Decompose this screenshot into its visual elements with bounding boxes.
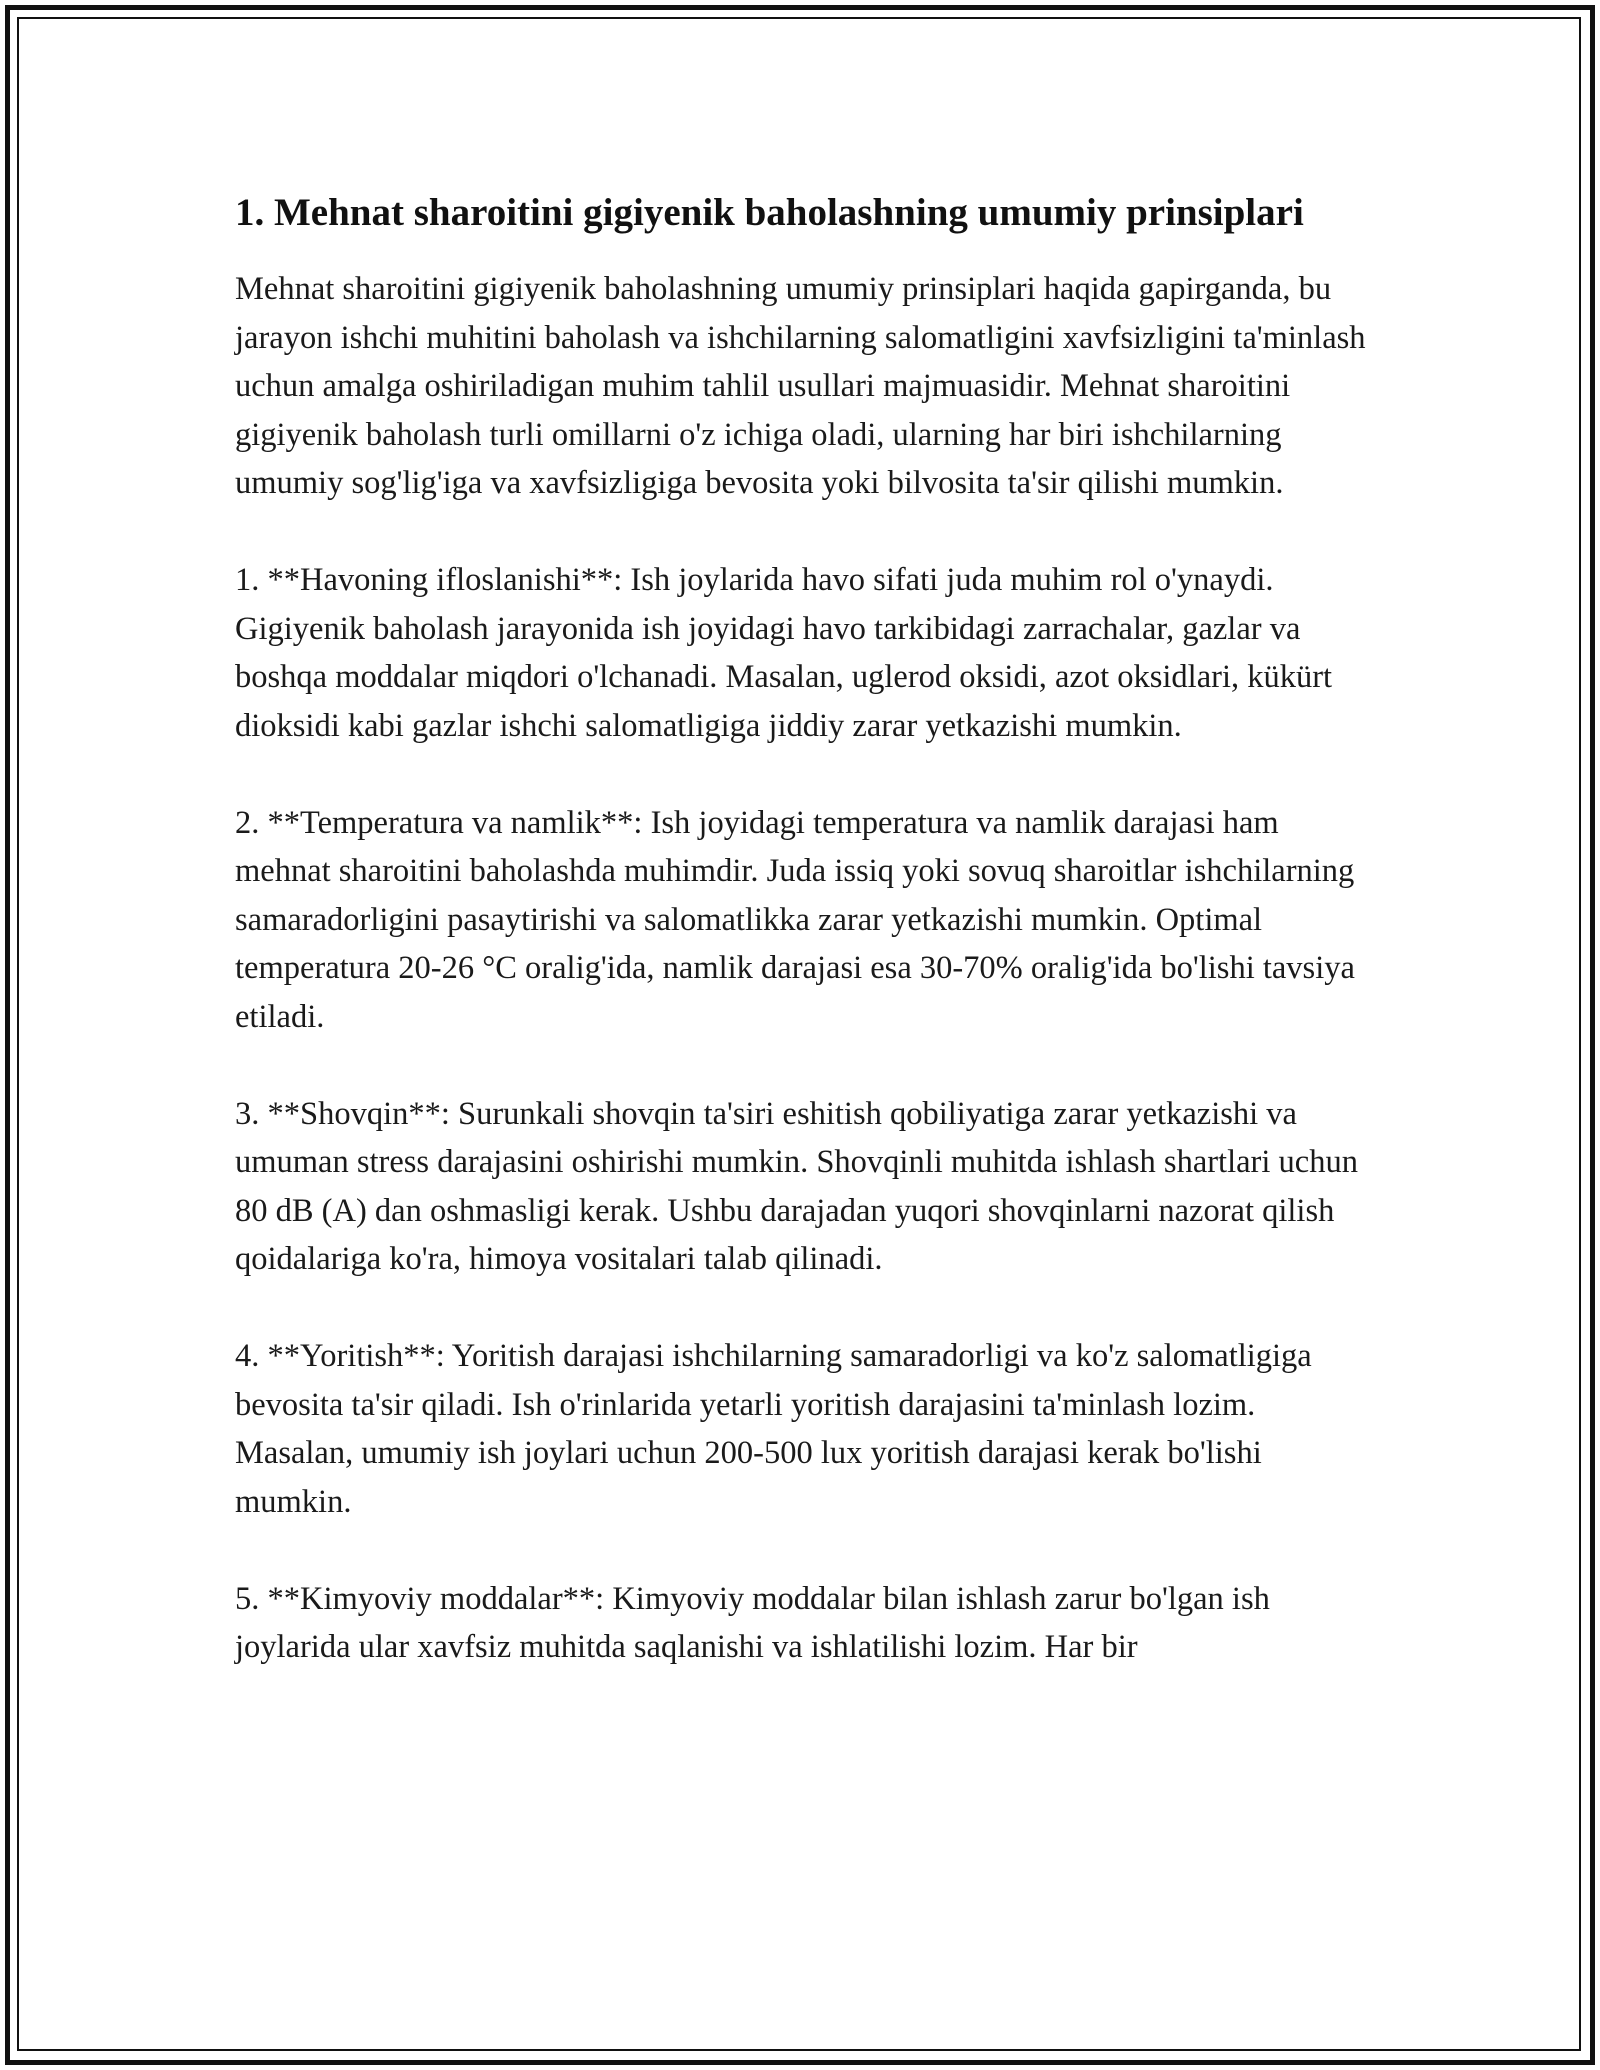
- list-item-air-pollution: 1. **Havoning ifloslanishi**: Ish joylarida havo sifati juda muhim rol o'ynaydi. Gigiyenik baholash jarayonida ish joyidagi havo tarkibidagi zarrachalar, gazlar va boshqa moddalar miqdori o'lchanadi. Masalan, uglerod oksidi, azot oksidlari, kükürt dioksidi kabi gazlar ishchi salomatligiga jiddiy zarar yetkazishi mumkin.: [235, 562, 1333, 744]
- page-title: 1. Mehnat sharoitini gigiyenik baholashning umumiy prinsiplari: [235, 191, 1304, 234]
- document-body: [235, 185, 1375, 1720]
- list-item-noise: 3. **Shovqin**: Surunkali shovqin ta'siri eshitish qobiliyatiga zarar yetkazishi va umuman stress darajasini oshirishi mumkin. Shovqinli muhitda ishlash shartlari uchun 80 dB (A) dan oshmasligi kerak. Ushbu darajadan yuqori shovqinlarni nazorat qilish qoidalariga ko'ra, himoya vositalari talab qilinadi.: [235, 1095, 1358, 1277]
- intro-paragraph: Mehnat sharoitini gigiyenik baholashning umumiy prinsiplari haqida gapirganda, bu jarayon ishchi muhitini baholash va ishchilarning salomatligini xavfsizligini ta'minlash uchun amalga oshiriladigan muhim tahlil usullari majmuasidir. Mehnat sharoitini gigiyenik baholash turli omillarni o'z ichiga oladi, ularning har biri ishchilarning umumiy sog'lig'iga va xavfsizligiga bevosita yoki bilvosita ta'sir qilishi mumkin.: [235, 271, 1366, 501]
- list-item-chemicals: 5. **Kimyoviy moddalar**: Kimyoviy moddalar bilan ishlash zarur bo'lgan ish joylarida ular xavfsiz muhitda saqlanishi va ishlatilishi lozim. Har bir: [235, 1580, 1270, 1665]
- list-item-lighting: 4. **Yoritish**: Yoritish darajasi ishchilarning samaradorligi va ko'z salomatligiga bevosita ta'sir qiladi. Ish o'rinlarida yetarli yoritish darajasini ta'minlash lozim. Masalan, umumiy ish joylari uchun 200-500 lux yoritish darajasi kerak bo'lishi mumkin.: [235, 1338, 1312, 1520]
- list-item-temperature-humidity: 2. **Temperatura va namlik**: Ish joyidagi temperatura va namlik darajasi ham mehnat sharoitini baholashda muhimdir. Juda issiq yoki sovuq sharoitlar ishchilarning samaradorligini pasaytirishi va salomatlikka zarar yetkazishi mumkin. Optimal temperatura 20-26 °C oralig'ida, namlik darajasi esa 30-70% oralig'ida bo'lishi tavsiya etiladi.: [235, 804, 1355, 1035]
